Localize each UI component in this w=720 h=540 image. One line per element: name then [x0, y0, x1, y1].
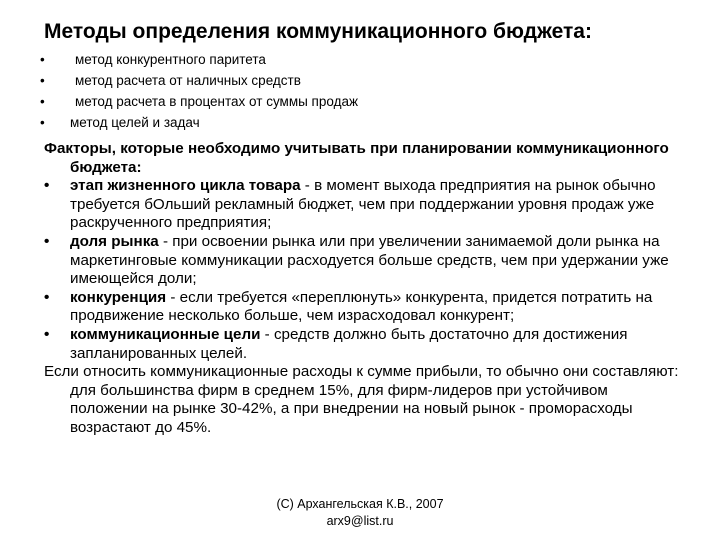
factor-term: доля рынка: [70, 232, 159, 250]
email-text: arx9@list.ru: [326, 514, 394, 528]
list-item: [40, 49, 358, 70]
bullet-icon: •: [44, 232, 50, 250]
method-text: метод конкурентного паритета: [75, 52, 266, 67]
copyright-text: (С) Архангельская К.В., 2007: [276, 497, 444, 511]
bullet-icon: •: [40, 73, 45, 88]
bullet-icon: •: [44, 288, 50, 306]
bullet-icon: •: [40, 115, 45, 130]
method-text: метод расчета в процентах от суммы продаж: [75, 94, 358, 109]
bullet-icon: •: [44, 177, 50, 195]
factor-term: коммуникационные цели: [70, 325, 261, 343]
list-item: [40, 70, 358, 91]
list-item: [40, 91, 358, 112]
factors-section: [44, 140, 684, 438]
slide-title: Методы определения коммуникационного бюджета:: [44, 20, 592, 43]
method-text: метод целей и задач: [70, 115, 200, 130]
factor-item: [44, 289, 684, 326]
factor-item: [44, 326, 684, 363]
bullet-icon: •: [40, 94, 45, 109]
factor-term: этап жизненного цикла товара: [70, 177, 301, 195]
method-text: метод расчета от наличных средств: [75, 73, 301, 88]
factor-text: - если требуется «переплюнуть» конкурента, придется потратить на продвижение несколько больше, чем израсходовал конкурент;: [70, 288, 653, 325]
factors-heading: Факторы, которые необходимо учитывать при планировании коммуникационного бюджета:: [44, 140, 669, 176]
factor-text: - при освоении рынка или при увеличении занимаемой доли рынка на маркетинговые коммуникации расходуется больше средств, чем при удержании уже имеющейся доли;: [70, 232, 669, 288]
footer: [0, 496, 720, 530]
bullet-icon: •: [40, 52, 45, 67]
factor-item: [44, 177, 684, 233]
bullet-icon: •: [44, 325, 50, 343]
factor-item: [44, 233, 684, 289]
list-item: [40, 112, 358, 133]
factor-term: конкуренция: [70, 288, 167, 306]
factor-text: - в момент выхода предприятия на рынок обычно требуется бОльший рекламный бюджет, чем при поддержании уровня продаж уже раскрученного предприятия;: [70, 177, 656, 232]
factor-text: - средств должно быть достаточно для достижения запланированных целей.: [70, 325, 628, 362]
methods-list: [40, 49, 358, 133]
conclusion-paragraph: Если относить коммуникационные расходы к сумме прибыли, то обычно они составляют: для большинства фирм в среднем 15%, для фирм-лидеров при устойчивом положении на рынке 30-42%, а при внедрении на новый рынок - проморасходы возрастают до 45%.: [44, 363, 679, 436]
